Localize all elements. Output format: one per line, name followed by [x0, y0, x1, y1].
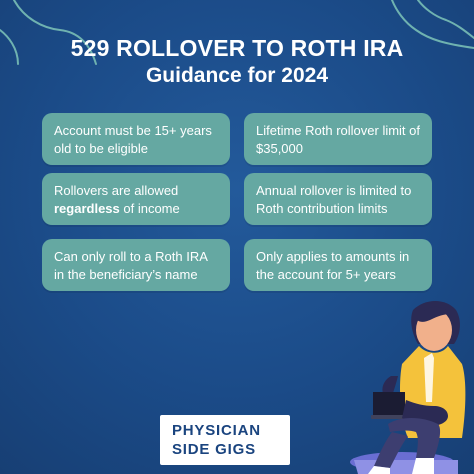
info-card-lifetime-limit — [244, 113, 432, 165]
info-card-5-years — [244, 239, 432, 291]
info-card-beneficiary — [42, 239, 230, 291]
info-card-text-prefix: Rollovers are allowed — [54, 183, 179, 198]
info-card-annual-limit — [244, 173, 432, 225]
page-subtitle: Guidance for 2024 — [145, 64, 329, 87]
info-card-account-age — [42, 113, 230, 165]
brand-logo — [160, 415, 290, 465]
info-card-text: Annual rollover is limited to Roth contribution limits — [256, 183, 412, 216]
person-with-laptop-icon — [330, 292, 474, 474]
info-card-income — [42, 173, 230, 225]
info-card-text-bold: regardless — [54, 200, 120, 216]
brand-logo-line-2: SIDE GIGS — [172, 440, 256, 458]
info-card-text: Lifetime Roth rollover limit of $35,000 — [256, 123, 420, 156]
info-card-text: Can only roll to a Roth IRA in the beneficiary’s name — [54, 249, 208, 282]
info-card-text — [54, 182, 218, 217]
brand-logo-line-1: PHYSICIAN — [172, 422, 261, 439]
info-card-text: Account must be 15+ years old to be eligible — [54, 123, 212, 156]
page-title: 529 ROLLOVER TO ROTH IRA — [70, 35, 404, 61]
info-card-text-suffix: of income — [119, 200, 180, 216]
info-card-text: Only applies to amounts in the account for 5+ years — [256, 249, 410, 282]
